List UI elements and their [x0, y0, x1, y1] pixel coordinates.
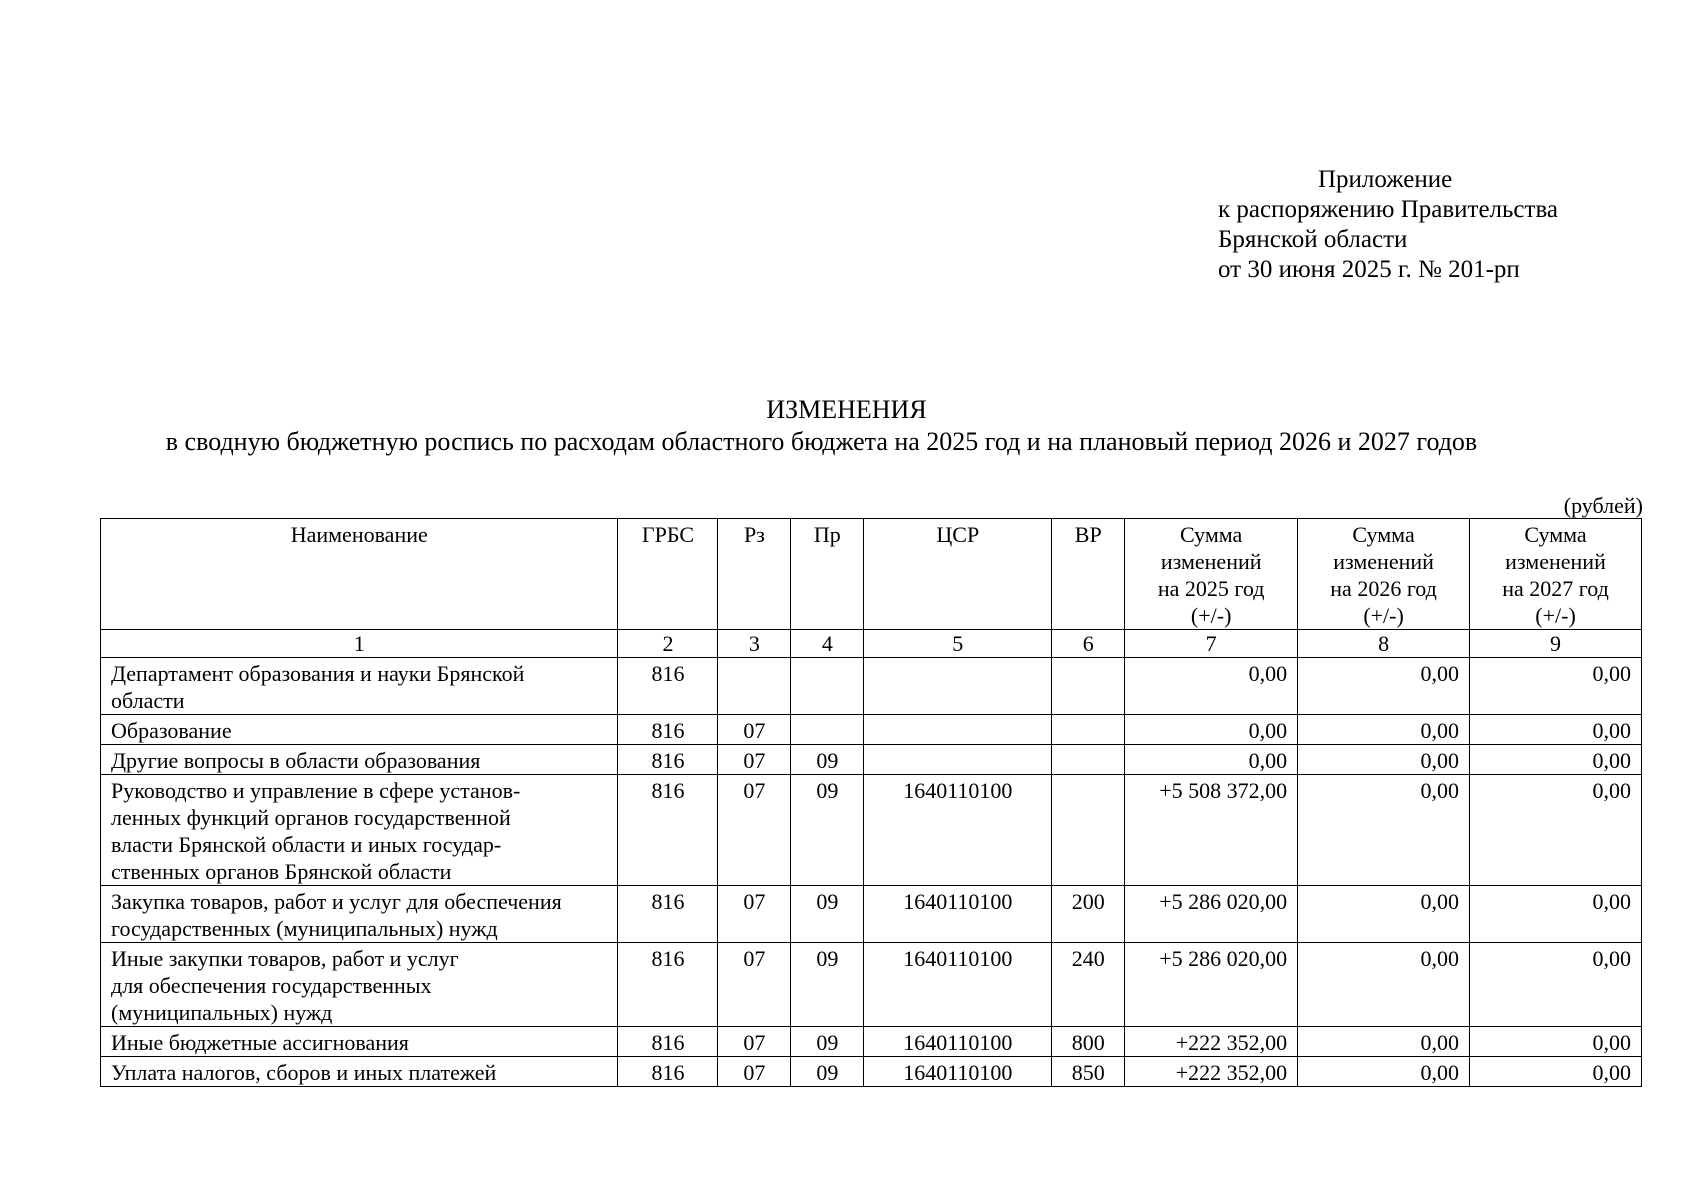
row-pr [791, 658, 864, 715]
row-vr [1052, 658, 1125, 715]
row-csr: 1640110100 [864, 1057, 1052, 1087]
title-heading: ИЗМЕНЕНИЯ [766, 395, 927, 424]
row-sum-2027: 0,00 [1470, 886, 1642, 943]
row-rz: 07 [718, 943, 791, 1027]
column-number: 1 [101, 630, 618, 658]
row-pr [791, 715, 864, 745]
table-row [101, 658, 1642, 715]
table-row [101, 745, 1642, 775]
row-rz: 07 [718, 886, 791, 943]
row-sum-2027: 0,00 [1470, 745, 1642, 775]
row-sum-2025: 0,00 [1125, 715, 1298, 745]
row-csr: 1640110100 [864, 943, 1052, 1027]
column-number: 2 [618, 630, 718, 658]
appendix-line-2: к распоряжению Правительства [1218, 196, 1559, 223]
row-rz [718, 658, 791, 715]
header-pr: Пр [791, 519, 864, 630]
table-row [101, 943, 1642, 1027]
row-sum-2026: 0,00 [1298, 775, 1470, 886]
header-rz: Рз [718, 519, 791, 630]
row-sum-2027: 0,00 [1470, 943, 1642, 1027]
row-grbs: 816 [618, 886, 718, 943]
row-grbs: 816 [618, 745, 718, 775]
table-row [101, 775, 1642, 886]
row-sum-2027: 0,00 [1470, 658, 1642, 715]
row-vr [1052, 715, 1125, 745]
row-sum-2026: 0,00 [1298, 745, 1470, 775]
table-row [101, 1057, 1642, 1087]
row-pr: 09 [791, 943, 864, 1027]
column-number: 8 [1298, 630, 1470, 658]
column-number: 4 [791, 630, 864, 658]
row-csr [864, 715, 1052, 745]
column-number: 9 [1470, 630, 1642, 658]
column-number-row [101, 630, 1642, 658]
table-row [101, 1027, 1642, 1057]
column-number: 7 [1125, 630, 1298, 658]
table-row [101, 715, 1642, 745]
row-sum-2025: 0,00 [1125, 658, 1298, 715]
row-grbs: 816 [618, 658, 718, 715]
header-grbs: ГРБС [618, 519, 718, 630]
row-csr [864, 658, 1052, 715]
row-sum-2026: 0,00 [1298, 1027, 1470, 1057]
row-sum-2026: 0,00 [1298, 943, 1470, 1027]
row-grbs: 816 [618, 1057, 718, 1087]
header-sum-2026: Сумма изменений на 2026 год (+/-) [1298, 519, 1470, 630]
row-rz: 07 [718, 715, 791, 745]
budget-changes-table [100, 518, 1642, 1087]
row-sum-2026: 0,00 [1298, 1057, 1470, 1087]
column-number: 6 [1052, 630, 1125, 658]
row-sum-2025: +222 352,00 [1125, 1057, 1298, 1087]
row-sum-2025: 0,00 [1125, 745, 1298, 775]
row-csr: 1640110100 [864, 775, 1052, 886]
appendix-line-1: Приложение [1318, 166, 1453, 193]
row-vr [1052, 775, 1125, 886]
row-sum-2025: +5 508 372,00 [1125, 775, 1298, 886]
header-row [101, 519, 1642, 630]
row-name: Закупка товаров, работ и услуг для обеспечения государственных (муниципальных) нужд [101, 886, 618, 943]
row-sum-2026: 0,00 [1298, 658, 1470, 715]
row-name: Другие вопросы в области образования [101, 745, 618, 775]
row-vr: 200 [1052, 886, 1125, 943]
units-label: (рублей) [1563, 493, 1643, 518]
row-sum-2026: 0,00 [1298, 886, 1470, 943]
appendix-line-3: Брянской области [1218, 226, 1408, 253]
row-vr: 240 [1052, 943, 1125, 1027]
row-name: Иные закупки товаров, работ и услуг для обеспечения государственных (муниципальных) нужд [101, 943, 618, 1027]
row-sum-2027: 0,00 [1470, 715, 1642, 745]
row-sum-2027: 0,00 [1470, 1027, 1642, 1057]
row-name: Руководство и управление в сфере установ- ленных функций органов государственной власти Брянской области и иных государ- ственных органов Брянской области [101, 775, 618, 886]
row-grbs: 816 [618, 1027, 718, 1057]
row-csr: 1640110100 [864, 886, 1052, 943]
row-rz: 07 [718, 775, 791, 886]
header-sum-2027: Сумма изменений на 2027 год (+/-) [1470, 519, 1642, 630]
row-csr [864, 745, 1052, 775]
title-subtitle: в сводную бюджетную роспись по расходам областного бюджета на 2025 год и на плановый период 2026 и 2027 годов [165, 427, 1478, 456]
header-sum-2025: Сумма изменений на 2025 год (+/-) [1125, 519, 1298, 630]
column-number: 5 [864, 630, 1052, 658]
table-row [101, 886, 1642, 943]
document-title [0, 394, 1693, 458]
row-sum-2027: 0,00 [1470, 775, 1642, 886]
row-sum-2025: +222 352,00 [1125, 1027, 1298, 1057]
row-pr: 09 [791, 1027, 864, 1057]
row-grbs: 816 [618, 775, 718, 886]
row-csr: 1640110100 [864, 1027, 1052, 1057]
row-pr: 09 [791, 1057, 864, 1087]
header-name: Наименование [101, 519, 618, 630]
column-number: 3 [718, 630, 791, 658]
row-rz: 07 [718, 745, 791, 775]
row-sum-2026: 0,00 [1298, 715, 1470, 745]
row-name: Образование [101, 715, 618, 745]
appendix-line-4: от 30 июня 2025 г. № 201-рп [1218, 256, 1520, 283]
row-sum-2027: 0,00 [1470, 1057, 1642, 1087]
row-pr: 09 [791, 886, 864, 943]
row-grbs: 816 [618, 715, 718, 745]
row-name: Иные бюджетные ассигнования [101, 1027, 618, 1057]
row-pr: 09 [791, 745, 864, 775]
row-rz: 07 [718, 1057, 791, 1087]
row-pr: 09 [791, 775, 864, 886]
header-vr: ВР [1052, 519, 1125, 630]
row-grbs: 816 [618, 943, 718, 1027]
row-sum-2025: +5 286 020,00 [1125, 943, 1298, 1027]
row-rz: 07 [718, 1027, 791, 1057]
appendix-block [1218, 165, 1558, 285]
header-csr: ЦСР [864, 519, 1052, 630]
row-name: Уплата налогов, сборов и иных платежей [101, 1057, 618, 1087]
row-sum-2025: +5 286 020,00 [1125, 886, 1298, 943]
row-name: Департамент образования и науки Брянской области [101, 658, 618, 715]
row-vr: 800 [1052, 1027, 1125, 1057]
row-vr: 850 [1052, 1057, 1125, 1087]
row-vr [1052, 745, 1125, 775]
